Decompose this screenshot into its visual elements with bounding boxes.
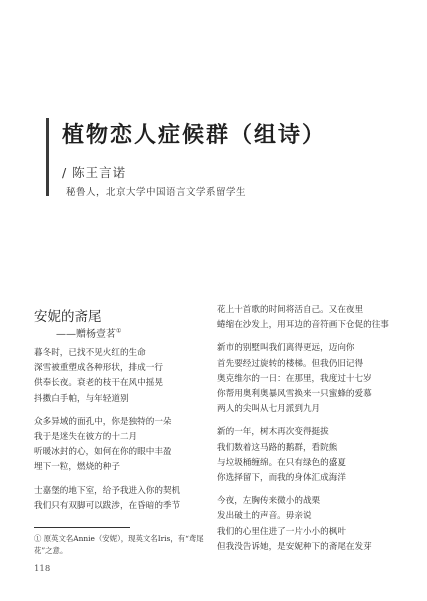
page-title: 植物恋人症候群（组诗） xyxy=(62,123,327,148)
poem-line: 两人的尖叫从七月派到九月 xyxy=(217,404,321,415)
poem-line: 今夜，左胸传来微小的战栗 xyxy=(217,496,321,507)
poem-line: 暮冬时，已找不见火红的生命 xyxy=(34,348,146,358)
poem-line: 我们只有双脚可以跋涉，在昏暗的季节 xyxy=(34,500,181,511)
poem-right-column xyxy=(217,303,407,563)
poem-line: 埋下一粒，燃烧的种子 xyxy=(34,462,120,473)
poem-line: 我于是迷失在彼方的十二月 xyxy=(34,432,138,443)
poem-line: 发出破土的声音。毋亲说 xyxy=(217,511,312,522)
poem-line: 供奉长夜。衰老的枝干在风中摇晃 xyxy=(34,378,163,389)
stanza xyxy=(34,484,204,514)
poem-line: 我们的心里住进了一片小小的枫叶 xyxy=(217,526,346,537)
poem-left-column xyxy=(34,346,204,522)
poem-line: 但我没告诉她，是安妮种下的斋尾在发芽 xyxy=(217,541,372,552)
poem-line: 蜷缩在沙发上，用耳边的音符画下仓促的往事 xyxy=(217,320,389,331)
title-accent-bar xyxy=(46,118,49,196)
poem-line: 首先要经过旋转的楼梯。但我仍旧记得 xyxy=(217,358,364,369)
author-bio: 秘鲁人，北京大学中国语言文学系留学生 xyxy=(66,187,247,198)
poem-line: 花上十首歌的时间将活自己。又在夜里 xyxy=(217,305,364,315)
poem-title: 安妮的斋尾 xyxy=(34,309,102,325)
footnote-marker: ① xyxy=(116,327,122,335)
poem-line: 听暖冰封的心，如何在你的眼中丰盈 xyxy=(34,447,172,458)
footnote: ① 原英文名Annie（安妮），现英文名Iris，有“鸢尾花”之意。 xyxy=(34,534,204,555)
poem-dedication xyxy=(56,325,121,340)
stanza xyxy=(34,415,204,476)
poem-line: 奥克维尔的一日：在那里，我度过十七岁 xyxy=(217,373,372,384)
poem-line: 深雪被重塑成各种形状，排成一行 xyxy=(34,363,163,374)
poem-line: 你选择留下，而我的身体汇成海洋 xyxy=(217,473,346,484)
poem-line: 众多异域的面孔中，你是独特的一朵 xyxy=(34,416,172,427)
poem-line: 新的一年，树木再次变得挺拔 xyxy=(217,427,329,438)
page-number: 118 xyxy=(34,564,51,574)
poem-line: 抖擞白手帕，与年轻道别 xyxy=(34,393,129,404)
stanza xyxy=(217,494,407,555)
poem-line: 新市的别墅叫我们离得更远，迈向你 xyxy=(217,343,355,354)
footnote-divider xyxy=(34,527,130,528)
stanza xyxy=(34,346,204,407)
poem-line: 士嘉堡的地下室，给予我进入你的契机 xyxy=(34,485,181,496)
poem-line: 我们数着这马路的鹅群，看院熊 xyxy=(217,442,338,453)
poem-line: 你帮用奥利奥暴风雪换来一只蜜蜂的爱慕 xyxy=(217,389,372,400)
stanza xyxy=(217,303,407,333)
author-name: / 陈王言诺 xyxy=(62,165,127,180)
stanza xyxy=(217,341,407,417)
poem-line: 与垃圾桶缠绵。在只有绿色的盛夏 xyxy=(217,457,346,468)
stanza xyxy=(217,425,407,486)
dedication-text: ——赠杨壹茗 xyxy=(56,329,116,340)
